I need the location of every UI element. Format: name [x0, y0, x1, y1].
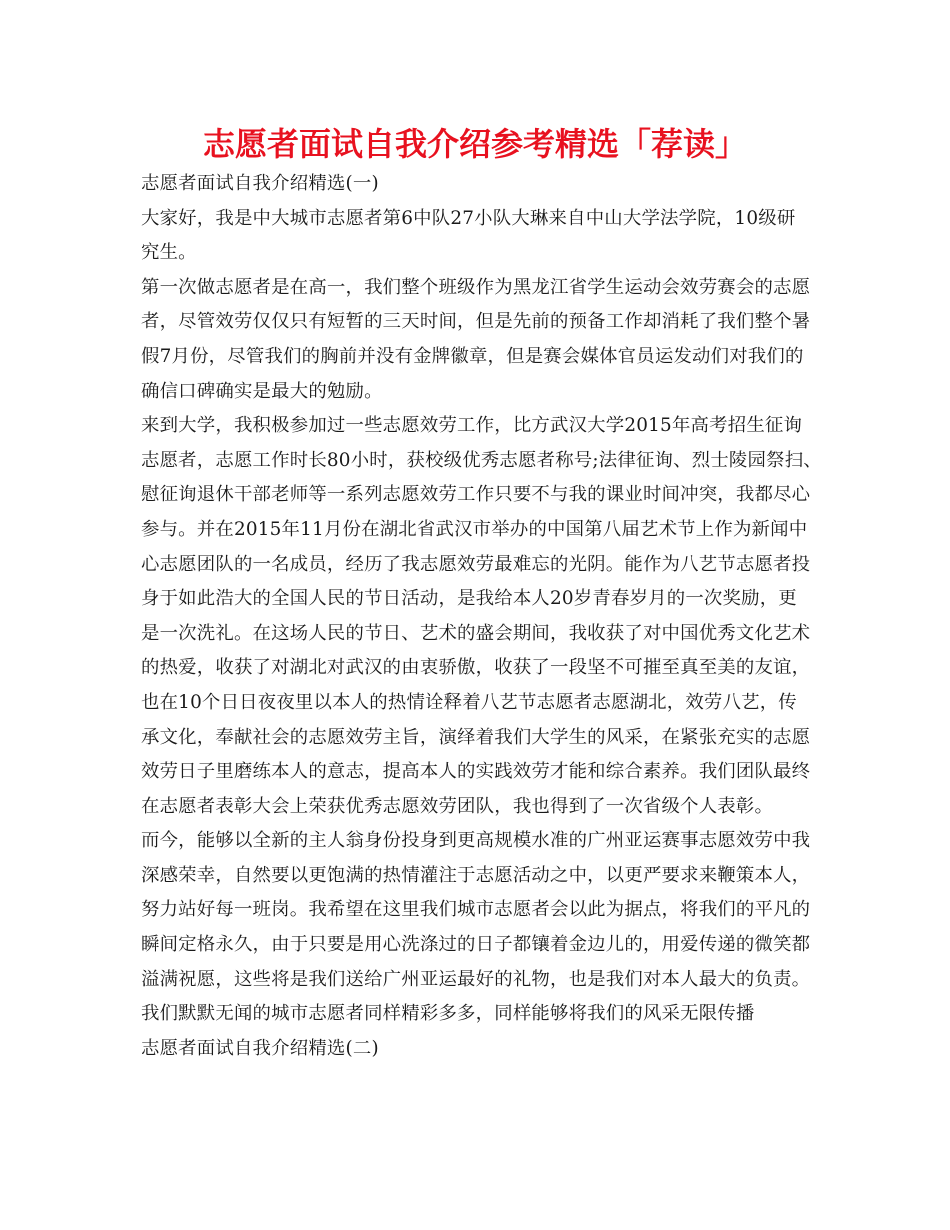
paragraph [141, 202, 813, 271]
text-line: 的热爱，收获了对湖北对武汉的由衷骄傲，收获了一段坚不可摧至真至美的友谊， [141, 657, 811, 679]
text-line: 也在10个日日夜夜里以本人的热情诠释着八艺节志愿者志愿湖北，效劳八艺，传 [141, 691, 797, 713]
text-line: 是一次洗礼。在这场人民的节日、艺术的盛会期间，我收获了对中国优秀文化艺术 [141, 622, 811, 644]
text-line: 我们默默无闻的城市志愿者同样精彩多多，同样能够将我们的风采无限传播 [141, 1003, 755, 1025]
text-line: 承文化，奉献社会的志愿效劳主旨，演绎着我们大学生的风采，在紧张充实的志愿 [141, 726, 811, 748]
text-line: 身于如此浩大的全国人民的节日活动，是我给本人20岁青春岁月的一次奖励，更 [141, 588, 797, 610]
paragraph [141, 1032, 813, 1067]
text-line: 慰征询退休干部老师等一系列志愿效劳工作只要不与我的课业时间冲突，我都尽心 [141, 484, 811, 506]
text-line: 志愿者面试自我介绍精选(二) [141, 1037, 379, 1059]
text-line: 效劳日子里磨练本人的意志，提高本人的实践效劳才能和综合素养。我们团队最终 [141, 761, 811, 783]
paragraph [141, 167, 813, 202]
text-line: 志愿者，志愿工作时长80小时，获校级优秀志愿者称号;法律征询、烈士陵园祭扫、 [141, 449, 822, 471]
text-line: 努力站好每一班岗。我希望在这里我们城市志愿者会以此为据点，将我们的平凡的 [141, 899, 811, 921]
text-line: 确信口碑确实是最大的勉励。 [141, 380, 383, 402]
text-line: 假7月份，尽管我们的胸前并没有金牌徽章，但是赛会媒体官员运发动们对我们的 [141, 345, 804, 367]
text-line: 而今，能够以全新的主人翁身份投身到更高规模水准的广州亚运赛事志愿效劳中我 [141, 830, 811, 852]
text-line: 瞬间定格永久，由于只要是用心洗涤过的日子都镶着金边儿的，用爱传递的微笑都 [141, 934, 811, 956]
paragraph [141, 997, 813, 1032]
text-line: 究生。 [141, 242, 197, 264]
text-line: 在志愿者表彰大会上荣获优秀志愿效劳团队，我也得到了一次省级个人表彰。 [141, 795, 774, 817]
text-line: 深感荣幸，自然要以更饱满的热情灌注于志愿活动之中，以更严要求来鞭策本人， [141, 864, 811, 886]
text-line: 第一次做志愿者是在高一，我们整个班级作为黑龙江省学生运动会效劳赛会的志愿 [141, 276, 811, 298]
text-line: 心志愿团队的一名成员，经历了我志愿效劳最难忘的光阴。能作为八艺节志愿者投 [141, 553, 811, 575]
text-line: 志愿者面试自我介绍精选(一) [141, 173, 379, 194]
paragraph [141, 271, 813, 409]
text-line: 大家好，我是中大城市志愿者第6中队27小队大琳来自中山大学法学院，10级研 [141, 207, 796, 229]
document-title: 志愿者面试自我介绍参考精选「荐读」 [202, 125, 747, 163]
paragraph [141, 824, 813, 997]
text-line: 溢满祝愿，这些将是我们送给广州亚运最好的礼物，也是我们对本人最大的负责。 [141, 968, 811, 990]
text-line: 来到大学，我积极参加过一些志愿效劳工作，比方武汉大学2015年高考招生征询 [141, 415, 803, 437]
text-line: 参与。并在2015年11月份在湖北省武汉市举办的中国第八届艺术节上作为新闻中 [141, 518, 808, 540]
document-body [141, 167, 822, 1066]
text-line: 者，尽管效劳仅仅只有短暂的三天时间，但是先前的预备工作却消耗了我们整个暑 [141, 311, 811, 333]
paragraph [141, 409, 822, 824]
